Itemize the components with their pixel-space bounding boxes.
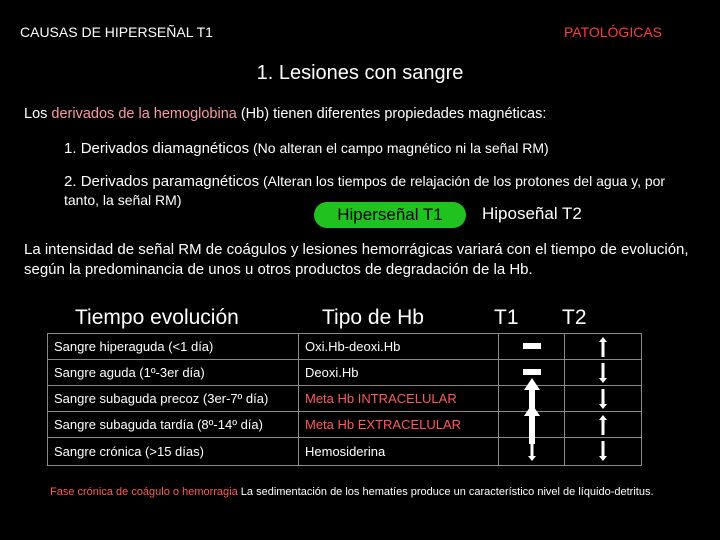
intro-pre: Los	[24, 106, 52, 122]
intro-highlight: derivados de la hemoglobina	[51, 106, 237, 122]
table-row	[48, 334, 642, 360]
cell-tiempo: Sangre subaguda tardía (8º-14º día)	[48, 412, 299, 438]
arrow-down-icon	[599, 441, 607, 461]
column-header-tiempo: Tiempo evolución	[75, 306, 239, 329]
cell-t1	[499, 438, 565, 466]
cell-t1	[499, 412, 565, 438]
cell-tipo-hb: Oxi.Hb-deoxi.Hb	[299, 334, 499, 360]
cell-tipo-hb: Meta Hb INTRACELULAR	[299, 386, 499, 412]
footer-red-text: Fase crónica de coágulo o hemorragia	[50, 486, 238, 498]
arrow-up-icon	[599, 337, 607, 357]
table-row	[48, 438, 642, 466]
cell-t2	[565, 360, 642, 386]
header-left-title: CAUSAS DE HIPERSEÑAL T1	[20, 24, 213, 40]
list-item-2-strong: Derivados paramagnéticos	[80, 173, 260, 190]
iso-signal-bar-icon	[523, 369, 541, 375]
list-item-2-rest: (Alteran los tiempos de relajación de los protones del agua y, por tanto, la señal RM)	[64, 173, 666, 208]
arrow-down-icon	[599, 389, 607, 409]
hiperseñal-t1-pill: Hiperseñal T1	[314, 202, 466, 228]
cell-tiempo: Sangre crónica (>15 días)	[48, 438, 299, 466]
list-item-1-strong: Derivados diamagnéticos	[80, 140, 250, 157]
column-header-tipo: Tipo de Hb	[322, 306, 424, 329]
evolution-table	[47, 333, 642, 466]
cell-t2	[565, 334, 642, 360]
list-item-2-num: 2.	[64, 173, 77, 190]
cell-tipo-hb: Hemosiderina	[299, 438, 499, 466]
list-item-1-num: 1.	[64, 140, 77, 157]
footer-note	[50, 486, 710, 498]
cell-tiempo: Sangre aguda (1º-3er día)	[48, 360, 299, 386]
slide-title: 1. Lesiones con sangre	[256, 62, 464, 84]
list-item-1	[64, 140, 549, 157]
footer-rest-text: La sedimentación de los hematíes produce un característico nivel de líquido-detritus.	[237, 486, 654, 498]
cell-t2	[565, 438, 642, 466]
cell-tiempo: Sangre subaguda precoz (3er-7º día)	[48, 386, 299, 412]
list-item-1-rest: (No alteran el campo magnético ni la señal RM)	[249, 140, 549, 156]
iso-signal-bar-icon	[523, 343, 541, 349]
cell-tipo-hb: Meta Hb EXTRACELULAR	[299, 412, 499, 438]
intro-mid: (Hb)	[236, 106, 270, 122]
cell-tipo-hb: Deoxi.Hb	[299, 360, 499, 386]
arrow-up-icon	[599, 415, 607, 435]
arrow-down-icon	[599, 363, 607, 383]
column-header-t2: T2	[562, 306, 587, 329]
hiposeñal-t2-label: Hiposeñal T2	[482, 204, 582, 223]
table-row	[48, 360, 642, 386]
intro-post: tienen diferentes propiedades magnéticas:	[269, 106, 547, 122]
column-header-t1: T1	[494, 306, 519, 329]
cell-tiempo: Sangre hiperaguda (<1 día)	[48, 334, 299, 360]
header-right-title: PATOLÓGICAS	[563, 24, 662, 40]
table-row	[48, 412, 642, 438]
cell-t2	[565, 412, 642, 438]
cell-t1	[499, 334, 565, 360]
intro-text	[24, 106, 546, 122]
arrow-down-icon	[528, 441, 536, 461]
intensity-paragraph: La intensidad de señal RM de coágulos y lesiones hemorrágicas variará con el tiempo de evolución, según la predominancia de unos u otros productos de degradación de la Hb.	[24, 241, 689, 278]
table-row	[48, 386, 642, 412]
cell-t2	[565, 386, 642, 412]
